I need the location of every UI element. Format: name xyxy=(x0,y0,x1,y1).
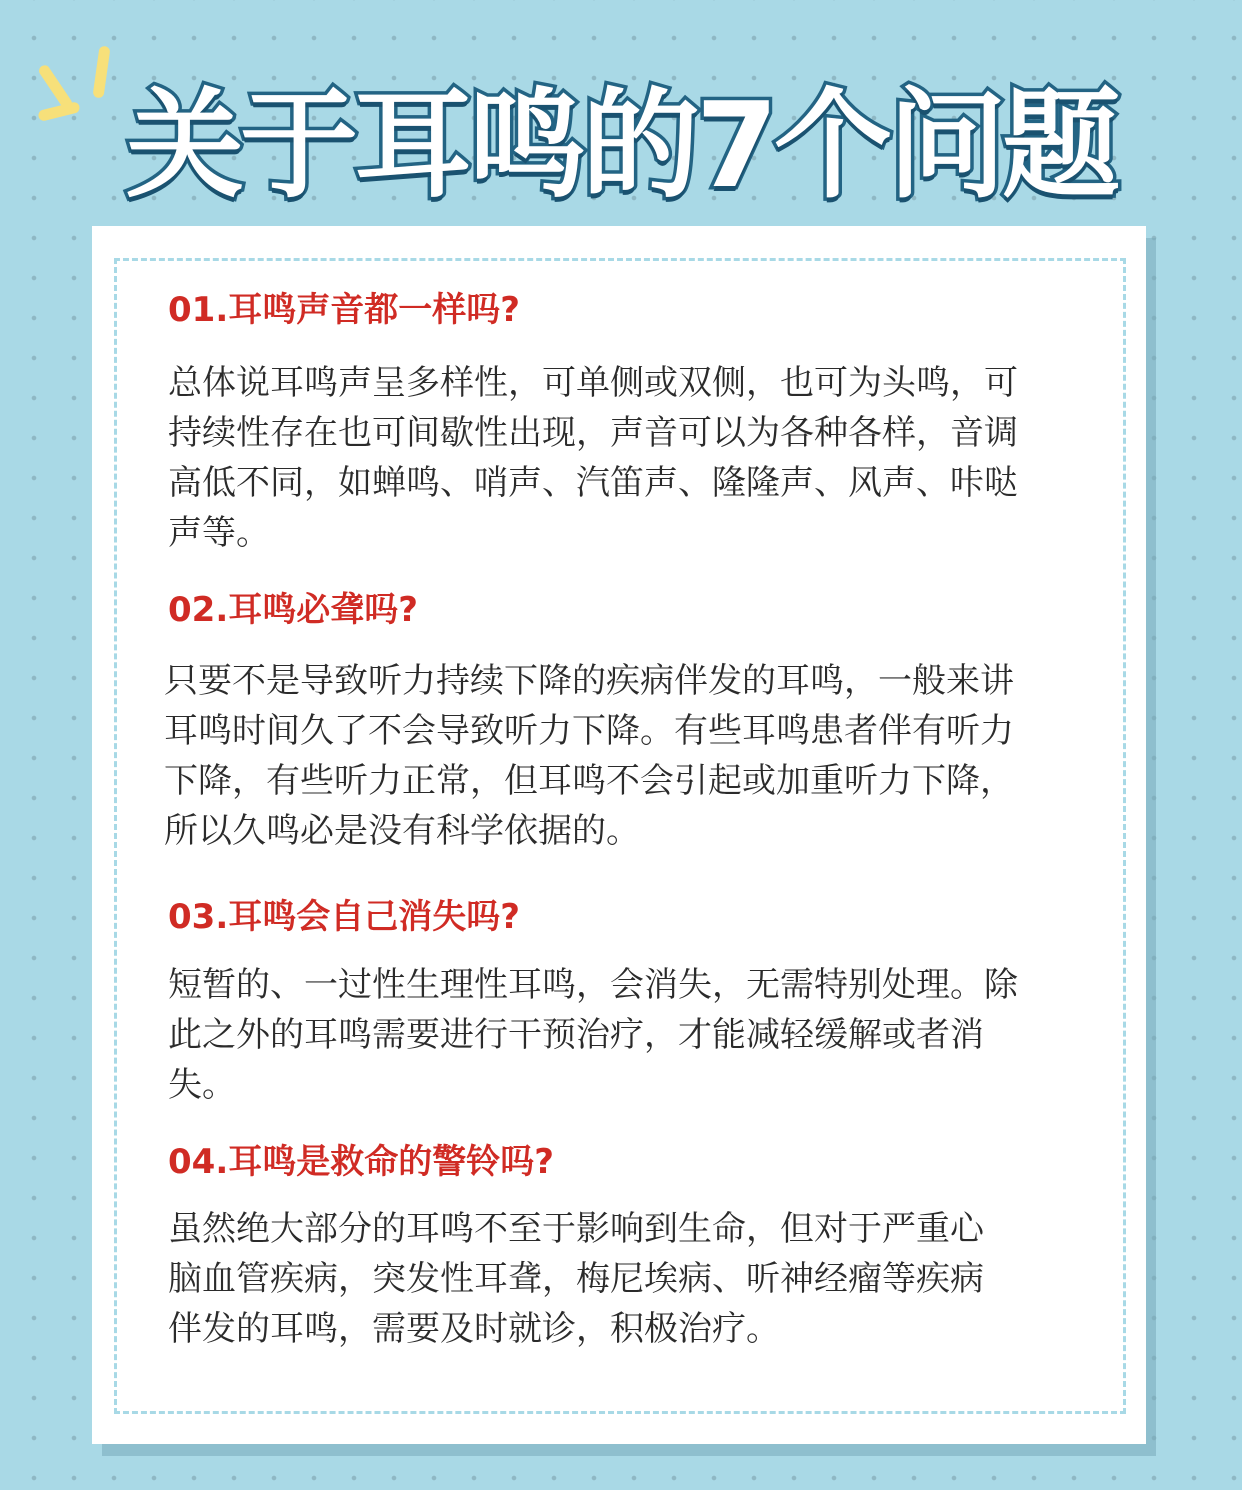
answer-line: 虽然绝大部分的耳鸣不至于影响到生命，但对于严重心 xyxy=(168,1209,984,1249)
question-4-title: 04.耳鸣是救命的警铃吗? xyxy=(168,1142,554,1182)
question-2-title: 02.耳鸣必聋吗? xyxy=(168,590,418,630)
answer-line: 持续性存在也可间歇性出现，声音可以为各种各样，音调 xyxy=(168,413,1018,453)
answer-line: 声等。 xyxy=(168,513,270,553)
question-1-answer xyxy=(168,358,1018,558)
answer-line: 耳鸣时间久了不会导致听力下降。有些耳鸣患者伴有听力 xyxy=(164,711,1014,751)
answer-line: 高低不同，如蝉鸣、哨声、汽笛声、隆隆声、风声、咔哒 xyxy=(168,463,1018,503)
question-1-title: 01.耳鸣声音都一样吗? xyxy=(168,290,520,330)
page-title: 关于耳鸣的7个问题 xyxy=(126,76,1117,214)
answer-line: 伴发的耳鸣，需要及时就诊，积极治疗。 xyxy=(168,1309,780,1349)
sparkle-stroke-2 xyxy=(92,45,110,98)
answer-line: 总体说耳鸣声呈多样性，可单侧或双侧，也可为头鸣，可 xyxy=(168,363,1018,403)
question-3-answer xyxy=(168,960,1018,1110)
answer-line: 短暂的、一过性生理性耳鸣，会消失，无需特别处理。除 xyxy=(168,965,1018,1005)
question-4-answer xyxy=(168,1204,984,1354)
answer-line: 脑血管疾病，突发性耳聋，梅尼埃病、听神经瘤等疾病 xyxy=(168,1259,984,1299)
sparkle-stroke-3 xyxy=(37,101,80,122)
answer-line: 此之外的耳鸣需要进行干预治疗，才能减轻缓解或者消 xyxy=(168,1015,984,1055)
answer-line: 失。 xyxy=(168,1065,236,1105)
question-3-title: 03.耳鸣会自己消失吗? xyxy=(168,897,520,937)
answer-line: 所以久鸣必是没有科学依据的。 xyxy=(164,811,640,851)
question-2-answer xyxy=(164,656,1014,856)
answer-line: 只要不是导致听力持续下降的疾病伴发的耳鸣，一般来讲 xyxy=(164,661,1014,701)
answer-line: 下降，有些听力正常，但耳鸣不会引起或加重听力下降， xyxy=(164,761,1014,801)
